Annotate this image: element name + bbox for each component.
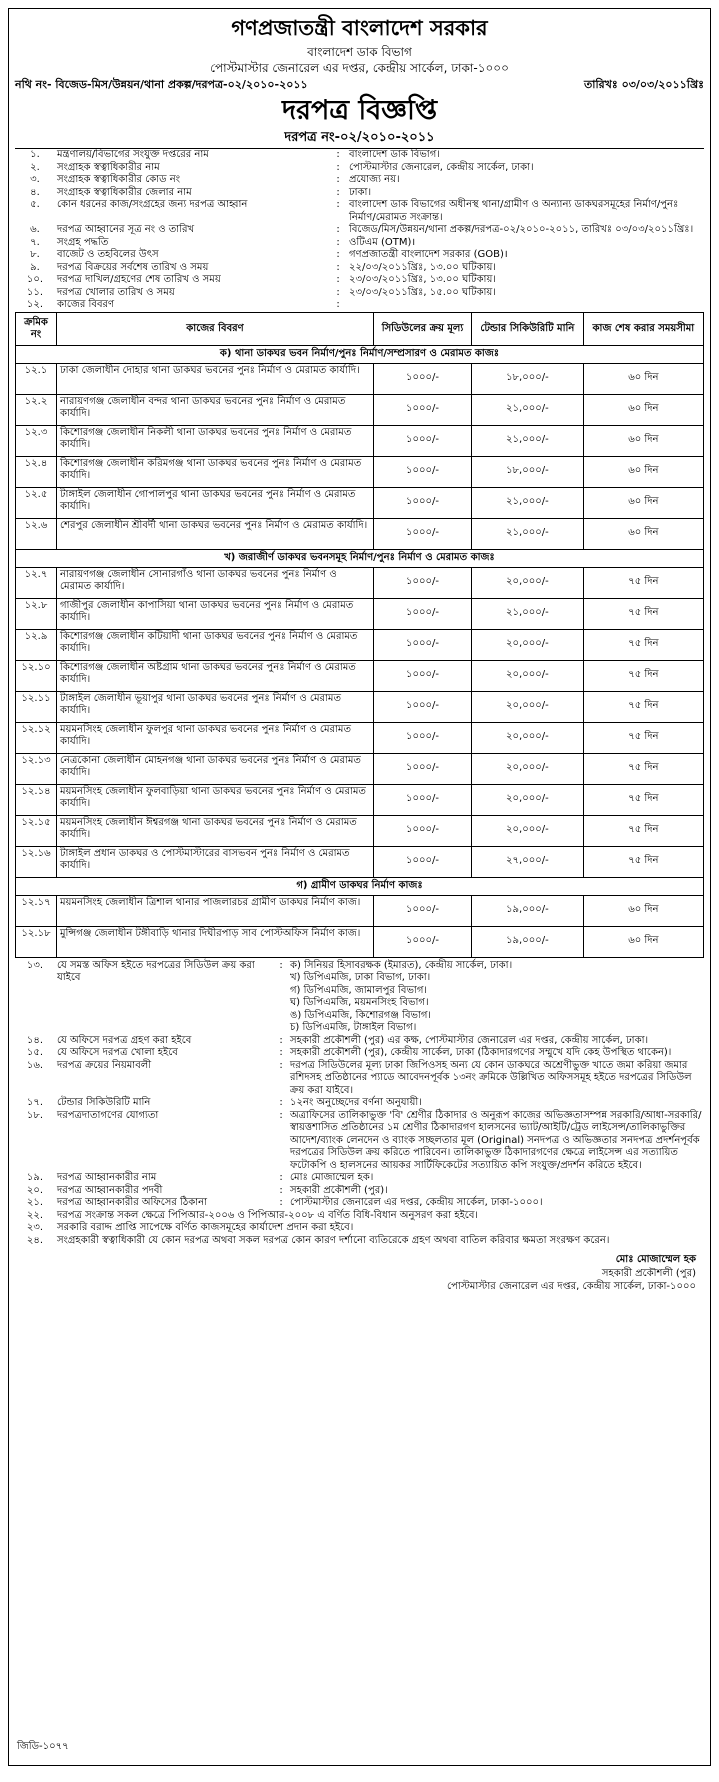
table-row [16, 425, 704, 456]
row-description: ময়মনসিংহ জেলাধীন ঈশ্বরগঞ্জ থানা ডাকঘর ভবনের পুনঃ নির্মাণ ও মেরামত কার্যাদি। [57, 815, 374, 846]
signer-address: পোস্টমাস্টার জেনারেল এর দপ্তর, কেন্দ্রীয় সার্কেল, ঢাকা-১০০০ [446, 1281, 696, 1292]
condition-label: যে অফিসে দরপত্র খোলা হইবে [57, 1047, 178, 1058]
table-row [16, 846, 704, 877]
condition-value: মোঃ মোজাম্মেল হক। [290, 1172, 374, 1183]
condition-value: সহকারী প্রকৌশলী (পুর), কেন্দ্রীয় সার্কেল, ঢাকা (ঠিকাদারগণের সম্মুখে যদি কেহ উপস্থিত থাকেন)। [290, 1047, 672, 1058]
colon: : [279, 1197, 283, 1208]
table-row [16, 926, 704, 957]
info-label: বাজেট ও তহবিলের উৎস [57, 249, 159, 260]
info-row [15, 224, 704, 237]
row-security-money: ২১,০০০/- [472, 518, 584, 549]
reference-row [15, 78, 704, 92]
info-number: ৮. [30, 249, 40, 260]
row-description: ময়মনসিংহ জেলাধীন ত্রিশাল থানার পাজলারচর গ্রামীণ ডাকঘর নির্মাণ কাজ। [57, 895, 374, 926]
row-serial: ১২.১৬ [16, 846, 57, 877]
row-serial: ১২.১৪ [16, 784, 57, 815]
row-description: টাঙ্গাইল প্রধান ডাকঘর ও পোস্টমাস্টারের বাসভবন পুনঃ নির্মাণ ও মেরামত কার্যাদি। [57, 846, 374, 877]
info-number: ৬. [30, 224, 40, 235]
row-schedule-price: ১০০০/- [374, 895, 472, 926]
section-title: ক) থানা ডাকঘর ভবন নির্মাণ/পুনঃ নির্মাণ/সম্প্রসারণ ও মেরামত কাজঃ [16, 345, 704, 363]
note-text: দরপত্র সংক্রান্ত সকল ক্ষেত্রে পিপিআর-২০০৬ ও পিপিআর-২০০৮ এ বর্ণিত বিধি-বিধান অনুসরণ করা হইবে। [57, 1209, 478, 1221]
colon: : [336, 261, 340, 273]
info-row [15, 149, 704, 162]
section-row [16, 345, 704, 363]
works-table-header [16, 312, 704, 345]
row-serial: ১২.৬ [16, 518, 57, 549]
info-value: ২৩/০৩/২০১১খ্রিঃ, ১৫.০০ ঘটিকায়। [349, 286, 496, 298]
row-schedule-price: ১০০০/- [374, 846, 472, 877]
condition-value: দরপত্র সিডিউলের মূল্য ঢাকা জিপিওসহ অন্য যে কোন ডাকঘরে অশ্রেণীভুক্ত খাতে জমা করিয়া জমার রশিদসহ প্রতিষ্ঠানের প্যাডে আবেদনপূর্বক ১৩নং ক্রমিকে উল্লিখিত অফিসসমূহ হইতে দরপত্রের সিডিউল ক্রয় করা যাইবে। [290, 1059, 692, 1096]
col-schedule-price: সিডিউলের ক্রয় মূল্য [374, 312, 472, 345]
condition-value: পোস্টমাস্টার জেনারেল এর দপ্তর, কেন্দ্রীয় সার্কেল, ঢাকা-১০০০। [290, 1197, 543, 1208]
row-serial: ১২.১৭ [16, 895, 57, 926]
row-completion-time: ৭৫ দিন [583, 660, 703, 691]
colon: : [279, 959, 283, 971]
colon: : [336, 174, 340, 185]
row-completion-time: ৭৫ দিন [583, 815, 703, 846]
table-row [16, 598, 704, 629]
row-description: নারায়ণগঞ্জ জেলাধীন সোনারগাঁও থানা ডাকঘর ভবনের পুনঃ নির্মাণ ও মেরামত কার্যাদি। [57, 567, 374, 598]
note-number: ২৪. [26, 1234, 44, 1246]
row-schedule-price: ১০০০/- [374, 425, 472, 456]
condition-label: দরপত্র আহ্বানকারীর নাম [57, 1172, 157, 1183]
colon: : [279, 1184, 283, 1196]
row-serial: ১২.১৩ [16, 753, 57, 784]
info-value: গণপ্রজাতন্ত্রী বাংলাদেশ সরকার (GOB)। [349, 249, 508, 260]
row-description: মুন্সিগঞ্জ জেলাধীন টঙ্গীবাড়ি থানার দিঘীরপাড় সাব পোস্টঅফিস নির্মাণ কাজ। [57, 926, 374, 957]
row-serial: ১২.১১ [16, 691, 57, 722]
signer-name: মোঃ মোজাম্মেল হক [615, 1254, 696, 1265]
condition-value: অত্রাফিসের তালিকাভুক্ত 'বি' শ্রেণীর ঠিকাদার ও অনুরূপ কাজের অভিজ্ঞতাসম্পন্ন সরকারি/আধা-সরকারি/স্বায়ত্তশাসিত প্রতিষ্ঠানের ১ম শ্রেণীর ঠিকাদারগণ হালসনের ভ্যাট/আইটি/ট্রেড লাইসেন্স/তালিকাভুক্তির আদেশ/ব্যাংক লেনদেন ও ব্যাংক সচ্ছলতার মূল (Original) সনদপত্র ও অভিজ্ঞতার সনদপত্র প্রদর্শনপূর্বক দরপত্রের সিডিউল ক্রয় করিতে পারিবেন। তালিকাভুক্ত ঠিকাদারগণের ক্ষেত্রে লাইসেন্স এর সত্যায়িত ফটোকপি ও হালসনের আয়কর সার্টিফিকেটের সত্যায়িত কপি সংযুক্ত/প্রদর্শন করিতে হইবে। [290, 1109, 702, 1171]
info-value: প্রযোজ্য নয়। [349, 174, 400, 185]
colon: : [336, 161, 340, 173]
row-schedule-price: ১০০০/- [374, 394, 472, 425]
row-completion-time: ৭৫ দিন [583, 846, 703, 877]
row-security-money: ২১,০০০/- [472, 598, 584, 629]
row-description: কিশোরগঞ্জ জেলাধীন নিকলী থানা ডাকঘর ভবনের পুনঃ নির্মাণ ও মেরামত কার্যাদি। [57, 425, 374, 456]
info-row [15, 162, 704, 175]
colon: : [279, 1047, 283, 1058]
row-completion-time: ৭৫ দিন [583, 784, 703, 815]
condition-row [15, 1197, 704, 1210]
info-label: দরপত্র বিক্রয়ের সর্বশেষ তারিখ ও সময় [57, 261, 209, 273]
table-row [16, 722, 704, 753]
row-security-money: ২০,০০০/- [472, 753, 584, 784]
row-completion-time: ৭৫ দিন [583, 691, 703, 722]
row-schedule-price: ১০০০/- [374, 784, 472, 815]
row-description: ময়মনসিংহ জেলাধীন ফুলবাড়িয়া থানা ডাকঘর ভবনের পুনঃ নির্মাণ ও মেরামত কার্যাদি। [57, 784, 374, 815]
info-row [15, 287, 704, 300]
row-security-money: ২০,০০০/- [472, 784, 584, 815]
row-schedule-price: ১০০০/- [374, 456, 472, 487]
info-row [15, 174, 704, 187]
row-description: ঢাকা জেলাধীন দোহার থানা ডাকঘর ভবনের পুনঃ নির্মাণ ও মেরামত কার্যাদি। [57, 363, 374, 394]
row-schedule-price: ১০০০/- [374, 753, 472, 784]
row-security-money: ২০,০০০/- [472, 567, 584, 598]
table-row [16, 815, 704, 846]
colon: : [336, 249, 340, 260]
row-serial: ১২.৭ [16, 567, 57, 598]
colon: : [336, 199, 340, 210]
info-value: ২৩/০৩/২০১১খ্রিঃ, ১৩.০০ ঘটিকায়। [349, 274, 496, 285]
info-value: ঢাকা। [349, 186, 372, 198]
table-row [16, 394, 704, 425]
condition-row [15, 1172, 704, 1185]
info-value: ওটিএম (OTM)। [349, 236, 416, 248]
row-schedule-price: ১০০০/- [374, 567, 472, 598]
condition-label: দরপত্রদাতাগণের যোগ্যতা [57, 1109, 159, 1121]
row-serial: ১২.৫ [16, 487, 57, 518]
condition-row [15, 1097, 704, 1110]
row-completion-time: ৬০ দিন [583, 394, 703, 425]
row-description: টাঙ্গাইল জেলাধীন গোপালপুর থানা ডাকঘর ভবনের পুনঃ নির্মাণ ও মেরামত কার্যাদি। [57, 487, 374, 518]
condition-label: যে অফিসে দরপত্র গ্রহণ করা হইবে [57, 1034, 192, 1046]
section-title: খ) জরাজীর্ণ ডাকঘর ভবনসমূহ নির্মাণ/পুনঃ নির্মাণ ও মেরামত কাজঃ [16, 549, 704, 567]
row-completion-time: ৬০ দিন [583, 363, 703, 394]
table-row [16, 456, 704, 487]
note-text: সরকারি বরাদ্দ প্রাপ্তি সাপেক্ষে বর্ণিত কাজসমূহের কার্যাদেশ প্রদান করা হইবে। [57, 1222, 354, 1233]
gd-code: জিডি-১০৭৭ [17, 1740, 69, 1752]
note-number: ২৩. [26, 1222, 44, 1233]
table-row [16, 784, 704, 815]
info-number: ৩. [30, 174, 40, 185]
row-schedule-price: ১০০০/- [374, 926, 472, 957]
info-number: ৯. [30, 261, 40, 273]
row-completion-time: ৬০ দিন [583, 456, 703, 487]
note-number: ২২. [26, 1209, 44, 1221]
row-description: টাঙ্গাইল জেলাধীন ভূয়াপুর থানা ডাকঘর ভবনের পুনঃ নির্মাণ ও মেরামত কার্যাদি। [57, 691, 374, 722]
info-number: ১. [30, 149, 40, 160]
info-label: সংগ্রহ পদ্ধতি [57, 236, 109, 248]
colon: : [279, 1059, 283, 1071]
row-completion-time: ৬০ দিন [583, 926, 703, 957]
row-security-money: ২১,০০০/- [472, 425, 584, 456]
info-label: দরপত্র খোলার তারিখ ও সময় [57, 286, 175, 298]
row-description: কিশোরগঞ্জ জেলাধীন করিমগঞ্জ থানা ডাকঘর ভবনের পুনঃ নির্মাণ ও মেরামত কার্যাদি। [57, 456, 374, 487]
row-security-money: ২০,০০০/- [472, 629, 584, 660]
condition-label: যে সমস্ত অফিস হইতে দরপত্রের সিডিউল ক্রয় করা যাইবে [57, 959, 255, 983]
row-schedule-price: ১০০০/- [374, 722, 472, 753]
condition-row [15, 1035, 704, 1048]
condition-number: ১৭. [26, 1097, 44, 1108]
row-serial: ১২.১৮ [16, 926, 57, 957]
table-row [16, 660, 704, 691]
info-label: দরপত্র দাখিল/গ্রহণের শেষ তারিখ ও সময় [57, 274, 221, 285]
info-row [15, 199, 704, 224]
condition-row [15, 1185, 704, 1198]
info-number: ১০. [26, 274, 44, 285]
row-completion-time: ৭৫ দিন [583, 598, 703, 629]
row-serial: ১২.১০ [16, 660, 57, 691]
row-security-money: ২৭,০০০/- [472, 846, 584, 877]
info-label: সংগ্রাহক স্বত্বাধিকারীর কোড নং [57, 174, 180, 185]
notice-date: তারিখঃ ০৩/০৩/২০১১খ্রিঃ [584, 78, 704, 92]
row-description: কিশোরগঞ্জ জেলাধীন অষ্টগ্রাম থানা ডাকঘর ভবনের পুনঃ নির্মাণ ও মেরামত কার্যাদি। [57, 660, 374, 691]
row-completion-time: ৭৫ দিন [583, 722, 703, 753]
info-row [15, 299, 704, 312]
table-row [16, 753, 704, 784]
row-completion-time: ৭৫ দিন [583, 567, 703, 598]
row-security-money: ১৮,০০০/- [472, 456, 584, 487]
condition-row [15, 1110, 704, 1173]
row-completion-time: ৬০ দিন [583, 895, 703, 926]
row-security-money: ২০,০০০/- [472, 722, 584, 753]
row-schedule-price: ১০০০/- [374, 691, 472, 722]
condition-row [15, 960, 704, 1035]
info-number: ৫. [30, 199, 40, 210]
row-description: গাজীপুর জেলাধীন কাপাসিয়া থানা ডাকঘর ভবনের পুনঃ নির্মাণ ও মেরামত কার্যাদি। [57, 598, 374, 629]
row-serial: ১২.৮ [16, 598, 57, 629]
info-value: বিজেড/মিস/উন্নয়ন/থানা প্রকল্প/দরপত্র-০২/২০১০-২০১১, তারিখঃ ০৩/০৩/২০১১খ্রিঃ। [349, 224, 694, 235]
row-schedule-price: ১০০০/- [374, 598, 472, 629]
condition-number: ২১. [26, 1197, 44, 1208]
row-security-money: ২১,০০০/- [472, 394, 584, 425]
colon: : [336, 186, 340, 198]
note-text: সংগ্রহকারী স্বত্বাধিকারী যে কোন দরপত্র অথবা সকল দরপত্র কোন কারণ দর্শানো ব্যতিরেকে গ্রহণ অথবা বাতিল করিবার ক্ষমতা সংরক্ষণ করেন। [57, 1234, 610, 1246]
row-security-money: ১৮,০০০/- [472, 363, 584, 394]
government-title: গণপ্রজাতন্ত্রী বাংলাদেশ সরকার [231, 16, 488, 40]
info-value [347, 299, 704, 312]
table-row [16, 567, 704, 598]
row-completion-time: ৬০ দিন [583, 487, 703, 518]
condition-number: ১৬. [26, 1059, 44, 1071]
table-row [16, 518, 704, 549]
row-schedule-price: ১০০০/- [374, 363, 472, 394]
colon: : [336, 236, 340, 248]
info-row [15, 187, 704, 200]
row-description: নেত্রকোনা জেলাধীন মোহনগঞ্জ থানা ডাকঘর ভবনের পুনঃ নির্মাণ ও মেরামত কার্যাদি। [57, 753, 374, 784]
row-serial: ১২.১৫ [16, 815, 57, 846]
section-row [16, 877, 704, 895]
table-row [16, 487, 704, 518]
condition-label: দরপত্র আহ্বানকারীর অফিসের ঠিকানা [57, 1197, 207, 1208]
note-row [15, 1222, 704, 1235]
condition-number: ২০. [26, 1184, 44, 1196]
row-completion-time: ৭৫ দিন [583, 629, 703, 660]
colon: : [279, 1034, 283, 1046]
row-security-money: ২০,০০০/- [472, 691, 584, 722]
section-row [16, 549, 704, 567]
condition-value: ১২নং অনুচ্ছেদের বর্ণনা অনুযায়ী। [290, 1097, 422, 1108]
info-label: দরপত্র আহ্বানের সূত্র নং ও তারিখ [57, 224, 195, 235]
row-completion-time: ৭৫ দিন [583, 753, 703, 784]
info-number: ১১. [26, 286, 44, 298]
colon: : [336, 149, 340, 160]
condition-number: ১৪. [26, 1034, 44, 1046]
info-value: পোস্টমাস্টার জেনারেল, কেন্দ্রীয় সার্কেল, ঢাকা। [349, 161, 534, 173]
row-security-money: ২০,০০০/- [472, 660, 584, 691]
condition-value: সহকারী প্রকৌশলী (পুর)। [290, 1184, 388, 1196]
row-description: কিশোরগঞ্জ জেলাধীন কটিয়াদী থানা ডাকঘর ভবনের পুনঃ নির্মাণ ও মেরামত কার্যাদি। [57, 629, 374, 660]
tender-number: দরপত্র নং-০২/২০১০-২০১১ [284, 129, 435, 145]
condition-label: টেন্ডার সিকিউরিটি মানি [57, 1097, 151, 1108]
row-description: নারায়ণগঞ্জ জেলাধীন বন্দর থানা ডাকঘর ভবনের পুনঃ নির্মাণ ও মেরামত কার্যাদি। [57, 394, 374, 425]
row-security-money: ১৯,০০০/- [472, 926, 584, 957]
section-title: গ) গ্রামীণ ডাকঘর নির্মাণ কাজঃ [16, 877, 704, 895]
row-completion-time: ৬০ দিন [583, 425, 703, 456]
row-serial: ১২.৩ [16, 425, 57, 456]
table-row [16, 691, 704, 722]
notice-title: দরপত্র বিজ্ঞপ্তি [281, 95, 438, 126]
condition-label: দরপত্র ক্রয়ের নিয়মাবলী [57, 1059, 152, 1071]
col-security-money: টেন্ডার সিকিউরিটি মানি [472, 312, 584, 345]
row-security-money: ২০,০০০/- [472, 815, 584, 846]
office-address: পোস্টমাস্টার জেনারেল এর দপ্তর, কেন্দ্রীয় সার্কেল, ঢাকা-১০০০ [210, 61, 509, 76]
colon: : [336, 274, 340, 285]
info-label: কাজের বিবরণ [57, 299, 115, 310]
signature-block [15, 1253, 704, 1294]
condition-label: দরপত্র আহ্বানকারীর পদবী [57, 1184, 163, 1196]
info-number: ৭. [30, 236, 40, 248]
info-value: বাংলাদেশ ডাক বিভাগ। [349, 149, 440, 160]
colon: : [279, 1172, 283, 1183]
colon: : [336, 224, 340, 235]
condition-number: ১৯. [26, 1172, 44, 1183]
info-row [15, 262, 704, 275]
condition-number: ১৮. [26, 1109, 44, 1121]
info-label: কোন ধরনের কাজ/সংগ্রহের জন্য দরপত্র আহ্বান [57, 199, 248, 210]
note-row [15, 1235, 704, 1248]
row-schedule-price: ১০০০/- [374, 629, 472, 660]
info-value: বাংলাদেশ ডাক বিভাগের অধীনস্থ থানা/গ্রামীণ ও অন্যান্য ডাকঘরসমূহের নির্মাণ/পুনঃ নির্মাণ/মেরামত সংক্রান্ত। [349, 199, 679, 223]
table-row [16, 629, 704, 660]
row-serial: ১২.২ [16, 394, 57, 425]
row-description: শেরপুর জেলাধীন শ্রীবর্দী থানা ডাকঘর ভবনের পুনঃ নির্মাণ ও মেরামত কার্যাদি। [57, 518, 374, 549]
info-list [15, 149, 704, 312]
info-number: ২. [30, 161, 40, 173]
info-row [15, 274, 704, 287]
row-description: ময়মনসিংহ জেলাধীন ফুলপুর থানা ডাকঘর ভবনের পুনঃ নির্মাণ ও মেরামত কার্যাদি। [57, 722, 374, 753]
row-serial: ১২.৯ [16, 629, 57, 660]
condition-value: সহকারী প্রকৌশলী (পুর) এর কক্ষ, পোস্টমাস্টার জেনারেল এর দপ্তর, কেন্দ্রীয় সার্কেল, ঢাকা। [290, 1034, 649, 1046]
colon: : [279, 1109, 283, 1121]
note-row [15, 1210, 704, 1223]
colon: : [336, 299, 340, 310]
works-table [15, 312, 704, 958]
row-schedule-price: ১০০০/- [374, 518, 472, 549]
info-label: সংগ্রাহক স্বত্বাধিকারীর জেলার নাম [57, 186, 192, 198]
col-serial: ক্রমিক নং [16, 312, 57, 345]
row-serial: ১২.৪ [16, 456, 57, 487]
conditions-list [15, 960, 704, 1248]
row-completion-time: ৬০ দিন [583, 518, 703, 549]
info-number: ৪. [30, 186, 40, 198]
signer-designation: সহকারী প্রকৌশলী (পুর) [601, 1267, 696, 1279]
row-security-money: ১৯,০০০/- [472, 895, 584, 926]
condition-number: ১৫. [26, 1047, 44, 1058]
info-label: সংগ্রাহক স্বত্বাধিকারীর নাম [57, 161, 160, 173]
colon: : [336, 286, 340, 298]
info-label: মন্ত্রণালয়/বিভাগের সংযুক্ত দপ্তরের নাম [57, 149, 209, 160]
condition-row [15, 1060, 704, 1098]
condition-number: ১৩. [26, 959, 44, 971]
condition-value: ক) সিনিয়র হিসাবরক্ষক (ইমারত), কেন্দ্রীয় সার্কেল, ঢাকা। খ) ডিপিএমজি, ঢাকা বিভাগ, ঢাকা। গ) ডিপিএমজি, জামালপুর বিভাগ। ঘ) ডিপিএমজি, ময়মনসিংহ বিভাগ। ঙ) ডিপিএমজি, কিশোরগঞ্জ বিভাগ। চ) ডিপিএমজি, টাঙ্গাইল বিভাগ। [290, 959, 513, 1033]
condition-row [15, 1047, 704, 1060]
info-row [15, 237, 704, 250]
info-row [15, 249, 704, 262]
row-schedule-price: ১০০০/- [374, 815, 472, 846]
col-completion-time: কাজ শেষ করার সময়সীমা [583, 312, 703, 345]
table-row [16, 363, 704, 394]
file-number: নথি নং- বিজেড-মিস/উন্নয়ন/থানা প্রকল্প/দরপত্র-০২/২০১০-২০১১ [15, 78, 308, 92]
info-number: ১২. [26, 299, 44, 310]
col-description: কাজের বিবরণ [57, 312, 374, 345]
colon: : [279, 1097, 283, 1108]
row-schedule-price: ১০০০/- [374, 487, 472, 518]
row-serial: ১২.১ [16, 363, 57, 394]
row-serial: ১২.১২ [16, 722, 57, 753]
info-value: ২২/০৩/২০১১খ্রিঃ, ১৩.০০ ঘটিকায়। [349, 261, 496, 273]
department-name: বাংলাদেশ ডাক বিভাগ [307, 45, 412, 60]
tender-notice [8, 8, 711, 1766]
row-security-money: ২১,০০০/- [472, 487, 584, 518]
row-schedule-price: ১০০০/- [374, 660, 472, 691]
table-row [16, 895, 704, 926]
